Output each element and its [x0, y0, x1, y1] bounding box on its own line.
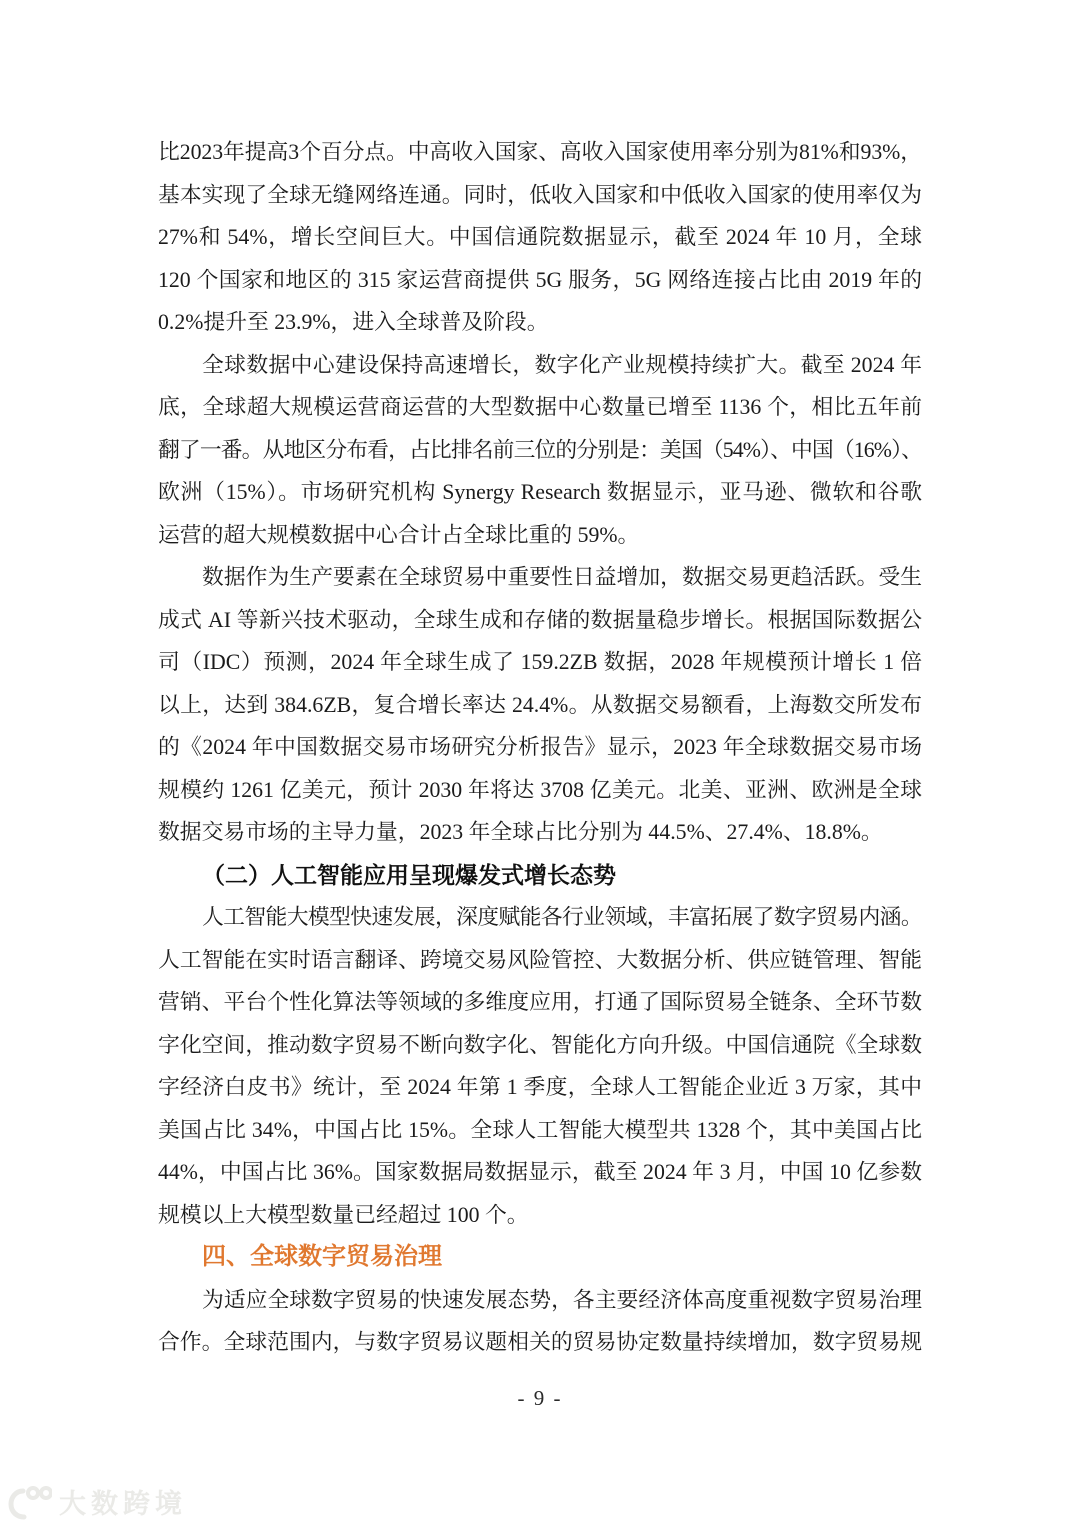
- body-text-line: 数据作为生产要素在全球贸易中重要性日益增加，数据交易更趋活跃。受生: [202, 565, 922, 589]
- subsection-heading: （二）人工智能应用呈现爆发式增长态势: [202, 861, 616, 888]
- body-text-line: 120 个国家和地区的 315 家运营商提供 5G 服务，5G 网络连接占比由 2019 年的: [158, 267, 922, 292]
- body-text-line: 营销、平台个性化算法等领域的多维度应用，打通了国际贸易全链条、全环节数: [158, 990, 922, 1014]
- body-text-line: 字经济白皮书》统计，至 2024 年第 1 季度，全球人工智能企业近 3 万家，其中: [158, 1075, 922, 1099]
- page-footer: [0, 1386, 1080, 1411]
- body-text-line: 基本实现了全球无缝网络连通。同时，低收入国家和中低收入国家的使用率仅为: [158, 182, 922, 207]
- body-text-line: 合作。全球范围内，与数字贸易议题相关的贸易协定数量持续增加，数字贸易规: [158, 1330, 922, 1354]
- watermark-text: 大数跨境: [59, 1489, 187, 1519]
- body-text-line: 人工智能大模型快速发展，深度赋能各行业领域，丰富拓展了数字贸易内涵。: [202, 905, 923, 929]
- body-text-line: 的《2024 年中国数据交易市场研究分析报告》显示，2023 年全球数据交易市场: [158, 735, 922, 759]
- document-body: [158, 131, 922, 1364]
- body-text-line: 司（IDC）预测，2024 年全球生成了 159.2ZB 数据，2028 年规模预计增长 1 倍: [158, 650, 922, 674]
- body-text-line: 美国占比 34%，中国占比 15%。全球人工智能大模型共 1328 个，其中美国占比: [158, 1117, 922, 1142]
- body-text-line: 运营的超大规模数据中心合计占全球比重的 59%。: [158, 522, 640, 547]
- body-text-line: 欧洲（15%）。市场研究机构 Synergy Research 数据显示，亚马逊、微软和谷歌: [158, 480, 922, 504]
- body-text-line: 数据交易市场的主导力量，2023 年全球占比分别为 44.5%、27.4%、18.8%。: [158, 820, 883, 844]
- body-text-line: 翻了一番。从地区分布看，占比排名前三位的分别是：美国（54%）、中国（16%）、: [158, 437, 923, 462]
- body-text-line: 0.2%提升至 23.9%，进入全球普及阶段。: [158, 310, 549, 334]
- body-text-line: 规模约 1261 亿美元，预计 2030 年将达 3708 亿美元。北美、亚洲、欧洲是全球: [158, 777, 922, 802]
- body-text-line: 全球数据中心建设保持高速增长，数字化产业规模持续扩大。截至 2024 年: [202, 352, 922, 377]
- body-text-line: 27%和 54%，增长空间巨大。中国信通院数据显示，截至 2024 年 10 月，全球: [158, 225, 922, 249]
- page-number: - 9 -: [517, 1386, 563, 1410]
- body-text-line: 成式 AI 等新兴技术驱动，全球生成和存储的数据量稳步增长。根据国际数据公: [158, 607, 922, 632]
- body-text-line: 字化空间，推动数字贸易不断向数字化、智能化方向升级。中国信通院《全球数: [158, 1032, 922, 1057]
- watermark: [8, 1482, 187, 1521]
- section-heading: 四、全球数字贸易治理: [202, 1243, 442, 1270]
- brand-logo-icon: [8, 1484, 52, 1520]
- body-text-line: 比2023年提高3个百分点。中高收入国家、高收入国家使用率分别为81%和93%，: [158, 140, 922, 164]
- body-text-line: 底，全球超大规模运营商运营的大型数据中心数量已增至 1136 个，相比五年前: [158, 395, 922, 419]
- body-text-line: 规模以上大模型数量已经超过 100 个。: [158, 1202, 529, 1227]
- body-text-line: 人工智能在实时语言翻译、跨境交易风险管控、大数据分析、供应链管理、智能: [158, 947, 922, 972]
- body-text-line: 为适应全球数字贸易的快速发展态势，各主要经济体高度重视数字贸易治理: [202, 1287, 922, 1312]
- body-text-line: 以上，达到 384.6ZB，复合增长率达 24.4%。从数据交易额看，上海数交所发布: [158, 692, 922, 717]
- body-text-line: 44%，中国占比 36%。国家数据局数据显示，截至 2024 年 3 月，中国 10 亿参数: [158, 1160, 922, 1184]
